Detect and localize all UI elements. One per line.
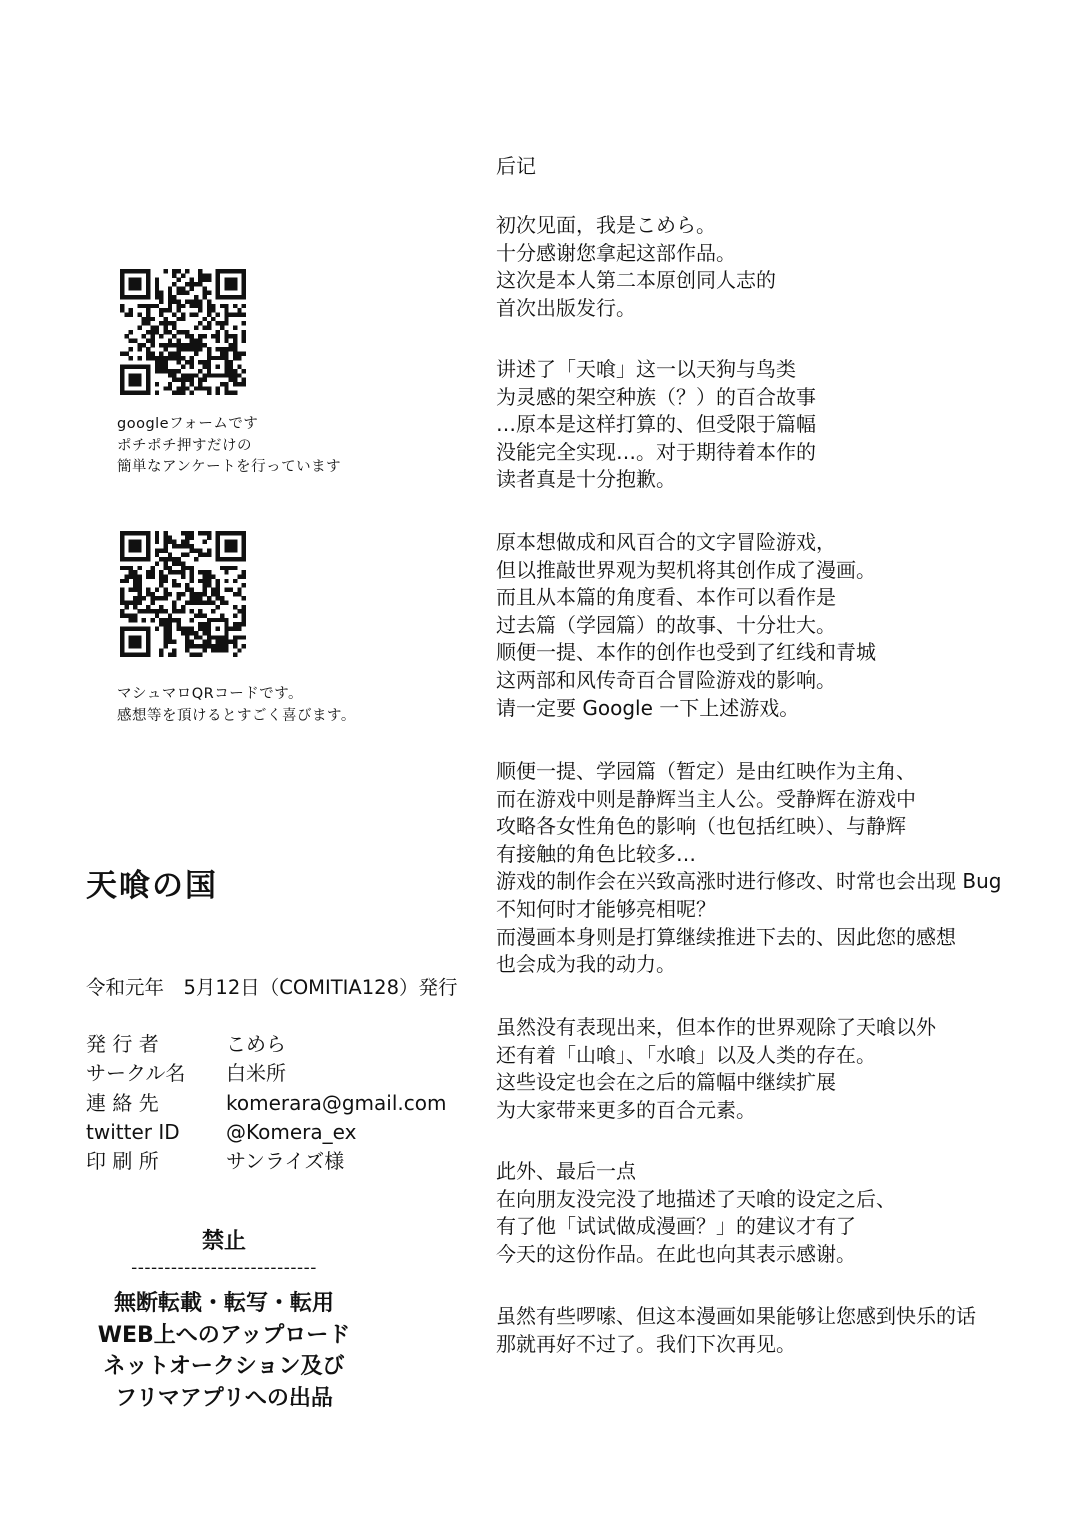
afterword-line: 攻略各女性角色的影响（也包括红映）、与静辉 (496, 814, 906, 839)
afterword-body (496, 212, 1061, 322)
afterword-line: 请一定要 Google 一下上述游戏。 (496, 695, 800, 720)
afterword-body (496, 1014, 1061, 1124)
afterword-body (496, 529, 1061, 722)
colophon-value: サンライズ様 (226, 1149, 345, 1174)
google-form-qr-code[interactable] (120, 269, 246, 395)
prohibition-item: WEB上へのアップロード (97, 1322, 351, 1348)
afterword-line: 十分感谢您拿起这部作品。 (496, 240, 736, 265)
afterword-line: 不知何时才能够亮相呢？ (496, 896, 716, 921)
afterword-line: 这两部和风传奇百合冒险游戏的影响。 (496, 667, 836, 692)
afterword-line: 原本想做成和风百合的文字冒险游戏， (496, 530, 836, 554)
colophon (86, 1030, 446, 1176)
afterword-line: 有了他「试试做成漫画？」的建议才有了 (496, 1214, 856, 1239)
colophon-value: こめら (226, 1032, 286, 1056)
afterword-body (496, 758, 1061, 979)
prohibition-item: 無断転載・転写・転用 (113, 1291, 334, 1316)
qr1-caption-line: 簡単なアンケートを行っています (117, 459, 342, 475)
book-title: 天喰の国 (86, 868, 218, 904)
colophon-label: 連 絡 先 (86, 1090, 159, 1115)
prohibition-heading: 禁止 (201, 1229, 246, 1254)
afterword-line: 但以推敲世界观为契机将其创作成了漫画。 (496, 557, 876, 582)
publication-date: 令和元年 5月12日（COMITIA128）発行 (86, 976, 458, 999)
afterword-line: 虽然有些啰嗦、但这本漫画如果能够让您感到快乐的话 (496, 1304, 976, 1328)
afterword-line: 过去篇（学园篇）的故事、十分壮大。 (496, 612, 836, 637)
afterword-paragraph (496, 1303, 1061, 1358)
qr1-caption-line: googleフォームです (117, 416, 259, 432)
prohibition-list (74, 1288, 374, 1414)
afterword-line: 初次见面，我是こめら。 (496, 213, 716, 237)
afterword-line: 而且从本篇的角度看、本作可以看作是 (496, 585, 836, 610)
colophon-label: 発 行 者 (86, 1032, 159, 1056)
qr2-caption (117, 684, 356, 727)
afterword-line: 有接触的角色比较多… (496, 841, 696, 866)
afterword-paragraph (496, 356, 1061, 494)
afterword-line: 也会成为我的动力。 (496, 952, 676, 977)
afterword-line: 为大家带来更多的百合元素。 (496, 1097, 756, 1122)
colophon-row-printer (86, 1147, 446, 1176)
prohibition-item: フリマアプリへの出品 (115, 1385, 333, 1411)
afterword-paragraph (496, 1014, 1061, 1124)
afterword-line: 那就再好不过了。我们下次再见。 (496, 1331, 796, 1356)
afterword-title: 后记 (496, 154, 536, 178)
afterword-line: 还有着「山喰」、「水喰」以及人类的存在。 (496, 1042, 876, 1067)
afterword-line: …原本是这样打算的、但受限于篇幅 (496, 412, 816, 437)
qr-code-icon (120, 531, 246, 657)
colophon-row-twitter (86, 1118, 446, 1147)
qr1-caption-line: ポチポチ押すだけの (117, 437, 252, 454)
qr2-caption-line: 感想等を頂けるとすごく喜びます。 (117, 707, 356, 724)
afterword-line: 这些设定也会在之后的篇幅中继续扩展 (496, 1070, 836, 1095)
colophon-label: 印 刷 所 (86, 1149, 159, 1174)
colophon-row-publisher (86, 1030, 446, 1059)
prohibition-item: ネットオークション及び (103, 1354, 345, 1379)
afterword-line: 游戏的制作会在兴致高涨时进行修改、时常也会出现 Bug (496, 869, 1002, 894)
marshmallow-qr-code[interactable] (120, 531, 246, 657)
afterword-line: 这次是本人第二本原创同人志的 (496, 268, 776, 293)
afterword-body (496, 356, 1061, 494)
afterword-line: 讲述了「天喰」这一以天狗与鸟类 (496, 357, 796, 381)
prohibition-divider: ---------------------------- (131, 1258, 317, 1278)
afterword-line: 首次出版发行。 (496, 295, 636, 320)
afterword-line: 顺便一提、学园篇（暂定）是由红映作为主角、 (496, 759, 916, 783)
afterword-line: 为灵感的架空种族（？）的百合故事 (496, 384, 816, 409)
qr-code-icon (120, 269, 246, 395)
afterword-line: 此外、最后一点 (496, 1159, 636, 1183)
afterword-paragraph (496, 1158, 1061, 1268)
qr1-caption (117, 414, 341, 479)
contact-email[interactable]: komerara@gmail.com (226, 1090, 447, 1115)
colophon-label: twitter ID (86, 1119, 180, 1144)
afterword-line: 顺便一提、本作的创作也受到了红线和青城 (496, 640, 876, 665)
colophon-value: 白米所 (226, 1061, 286, 1086)
afterword-paragraph (496, 758, 1061, 979)
afterword-line: 今天的这份作品。在此也向其表示感谢。 (496, 1241, 856, 1266)
afterword-paragraph (496, 212, 1061, 322)
colophon-row-circle (86, 1059, 446, 1088)
afterword-line: 而在游戏中则是静辉当主人公。受静辉在游戏中 (496, 786, 916, 811)
twitter-handle[interactable]: @Komera_ex (226, 1119, 357, 1144)
afterword-body (496, 1158, 1061, 1268)
afterword-body (496, 1303, 1061, 1358)
afterword-line: 读者真是十分抱歉。 (496, 467, 676, 492)
colophon-row-contact (86, 1089, 446, 1118)
afterword-line: 而漫画本身则是打算继续推进下去的、因此您的感想 (496, 924, 956, 949)
afterword-line: 虽然没有表现出来，但本作的世界观除了天喰以外 (496, 1015, 936, 1039)
afterword-paragraph (496, 529, 1061, 722)
qr2-caption-line: マシュマロQRコードです。 (117, 686, 304, 702)
afterword-line: 没能完全实现…。对于期待着本作的 (496, 439, 816, 464)
colophon-label: サークル名 (86, 1061, 186, 1086)
afterword-line: 在向朋友没完没了地描述了天喰的设定之后、 (496, 1186, 896, 1211)
